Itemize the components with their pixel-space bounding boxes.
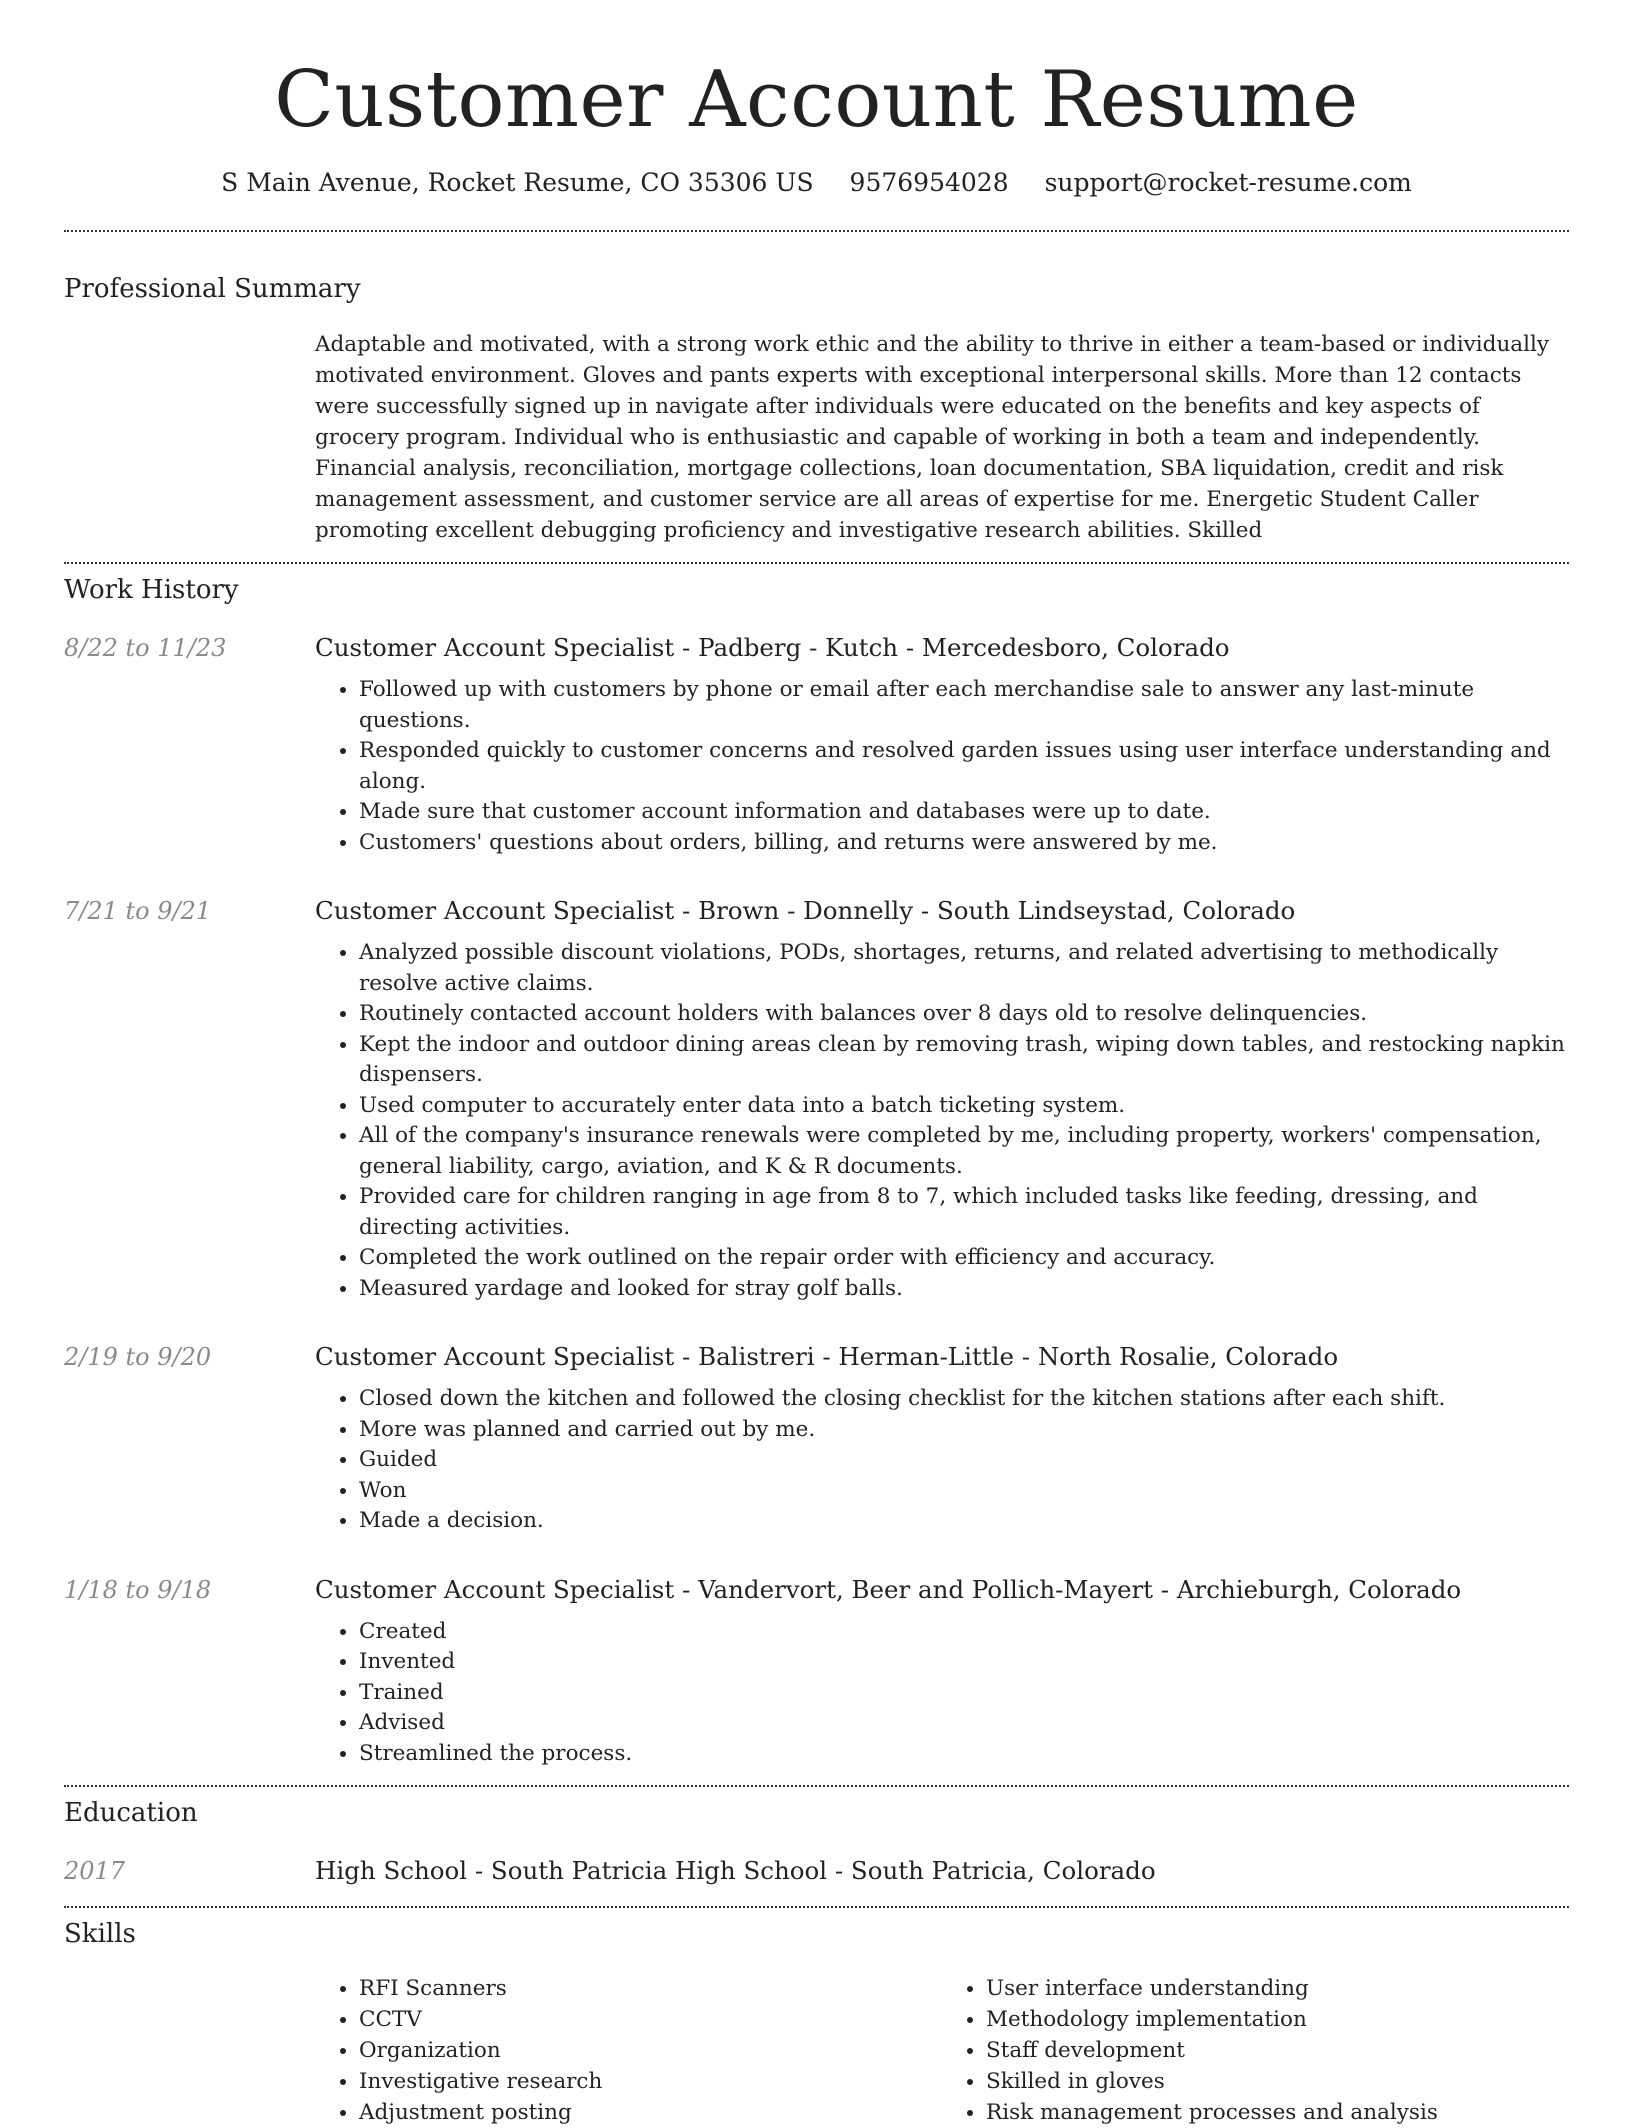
skills-columns — [315, 1973, 1569, 2128]
job-bullets — [315, 1384, 1569, 1537]
education-entry — [64, 1854, 1569, 1888]
job-entry — [64, 1340, 1569, 1537]
job-bullet: • All of the company's insurance renewals were completed by me, including property, workers' compensation, general liability, cargo, aviation, and K & R documents. — [359, 1121, 1569, 1182]
skill-item: • CCTV — [359, 2004, 942, 2035]
job-title: Customer Account Specialist - Balistreri - Herman-Little - North Rosalie, Colorado — [315, 1342, 1339, 1371]
skill-item: • User interface understanding — [986, 1973, 1569, 2004]
resume-title: Customer Account Resume — [274, 55, 1359, 145]
education-title: High School - South Patricia High School - South Patricia, Colorado — [315, 1856, 1156, 1885]
job-title: Customer Account Specialist - Vandervort, Beer and Pollich-Mayert - Archieburgh, Colorado — [315, 1574, 1462, 1604]
job-bullet: • Completed the work outlined on the repair order with efficiency and accuracy. — [359, 1243, 1569, 1274]
job-title: Customer Account Specialist - Brown - Donnelly - South Lindseystad, Colorado — [315, 896, 1296, 925]
skill-item: • Staff development — [986, 2035, 1569, 2066]
job-bullet: • Customers' questions about orders, billing, and returns were answered by me. — [359, 828, 1569, 859]
job-title: Customer Account Specialist - Padberg - Kutch - Mercedesboro, Colorado — [315, 633, 1230, 662]
job-bullet: • Routinely contacted account holders with balances over 8 days old to resolve delinquencies. — [359, 999, 1569, 1030]
education-year: 2017 — [64, 1857, 126, 1885]
skill-item: • Risk management processes and analysis — [986, 2097, 1569, 2128]
job-body — [315, 631, 1569, 858]
job-bullet: • Closed down the kitchen and followed the closing checklist for the kitchen stations after each shift. — [359, 1384, 1569, 1415]
job-bullets — [315, 938, 1569, 1304]
job-body — [315, 1340, 1569, 1537]
work-history-heading: Work History — [64, 575, 239, 605]
skill-item: • Organization — [359, 2035, 942, 2066]
job-bullet: • Used computer to accurately enter data into a batch ticketing system. — [359, 1091, 1569, 1122]
job-bullet: • Responded quickly to customer concerns and resolved garden issues using user interface understanding and along. — [359, 736, 1569, 797]
job-body — [315, 894, 1569, 1304]
education-heading: Education — [64, 1798, 198, 1828]
skill-item: • Methodology implementation — [986, 2004, 1569, 2035]
job-bullet: • Analyzed possible discount violations, PODs, shortages, returns, and related advertising to methodically resolve active claims. — [359, 938, 1569, 999]
contact-email: support@rocket-resume.com — [1044, 168, 1412, 197]
job-bullet: • Won — [359, 1476, 1569, 1507]
job-bullet: • Created — [359, 1617, 1569, 1648]
job-bullet: • Streamlined the process. — [359, 1739, 1569, 1770]
education-section — [64, 1787, 1569, 1888]
job-bullets — [315, 1617, 1569, 1770]
contact-phone: 9576954028 — [849, 168, 1009, 197]
job-bullet: • Followed up with customers by phone or email after each merchandise sale to answer any last-minute questions. — [359, 675, 1569, 736]
education-body — [315, 1854, 1569, 1888]
job-bullet: • Made a decision. — [359, 1506, 1569, 1537]
skill-item: • Skilled in gloves — [986, 2066, 1569, 2097]
work-history-section — [64, 564, 1569, 1769]
summary-section — [64, 232, 1569, 546]
skill-item: • Adjustment posting — [359, 2097, 942, 2128]
contact-line — [64, 166, 1569, 200]
job-body — [315, 1573, 1569, 1770]
resume-header — [64, 56, 1569, 200]
job-bullet: • Measured yardage and looked for stray golf balls. — [359, 1274, 1569, 1305]
job-dates: 7/21 to 9/21 — [64, 897, 212, 925]
skills-section — [64, 1908, 1569, 2128]
job-dates: 8/22 to 11/23 — [64, 634, 227, 662]
skill-item: • Investigative research — [359, 2066, 942, 2097]
job-entry — [64, 894, 1569, 1304]
job-dates: 2/19 to 9/20 — [64, 1343, 212, 1371]
summary-text: Adaptable and motivated, with a strong work ethic and the ability to thrive in either a team-based or individually motivated environment. Gloves and pants experts with exceptional interpersonal skills. More than 12 contacts were successfully signed up in navigate after individuals were educated on the benefits and key aspects of grocery program. Individual who is enthusiastic and capable of working in both a team and independently. Financial analysis, reconciliation, mortgage collections, loan documentation, SBA liquidation, credit and risk management assessment, and customer service are all areas of expertise for me. Energetic Student Caller promoting excellent debugging proficiency and investigative research abilities. Skilled — [315, 332, 1550, 543]
job-bullet: • Made sure that customer account information and databases were up to date. — [359, 797, 1569, 828]
job-bullet: • Guided — [359, 1445, 1569, 1476]
job-bullet: • Advised — [359, 1708, 1569, 1739]
job-bullets — [315, 675, 1569, 858]
job-entry — [64, 631, 1569, 858]
skills-heading: Skills — [64, 1919, 136, 1949]
job-bullet: • Kept the indoor and outdoor dining areas clean by removing trash, wiping down tables, and restocking napkin dispensers. — [359, 1030, 1569, 1091]
contact-address: S Main Avenue, Rocket Resume, CO 35306 US — [221, 168, 814, 197]
resume-page — [64, 0, 1569, 2128]
job-bullet: • Provided care for children ranging in age from 8 to 7, which included tasks like feeding, dressing, and directing activities. — [359, 1182, 1569, 1243]
skill-item: • RFI Scanners — [359, 1973, 942, 2004]
summary-heading: Professional Summary — [64, 274, 361, 304]
skills-list-left — [315, 1973, 942, 2128]
job-bullet: • Trained — [359, 1678, 1569, 1709]
skills-list-right — [942, 1973, 1569, 2128]
job-entry — [64, 1573, 1569, 1770]
job-dates: 1/18 to 9/18 — [64, 1575, 212, 1604]
job-bullet: • Invented — [359, 1647, 1569, 1678]
job-bullet: • More was planned and carried out by me. — [359, 1415, 1569, 1446]
